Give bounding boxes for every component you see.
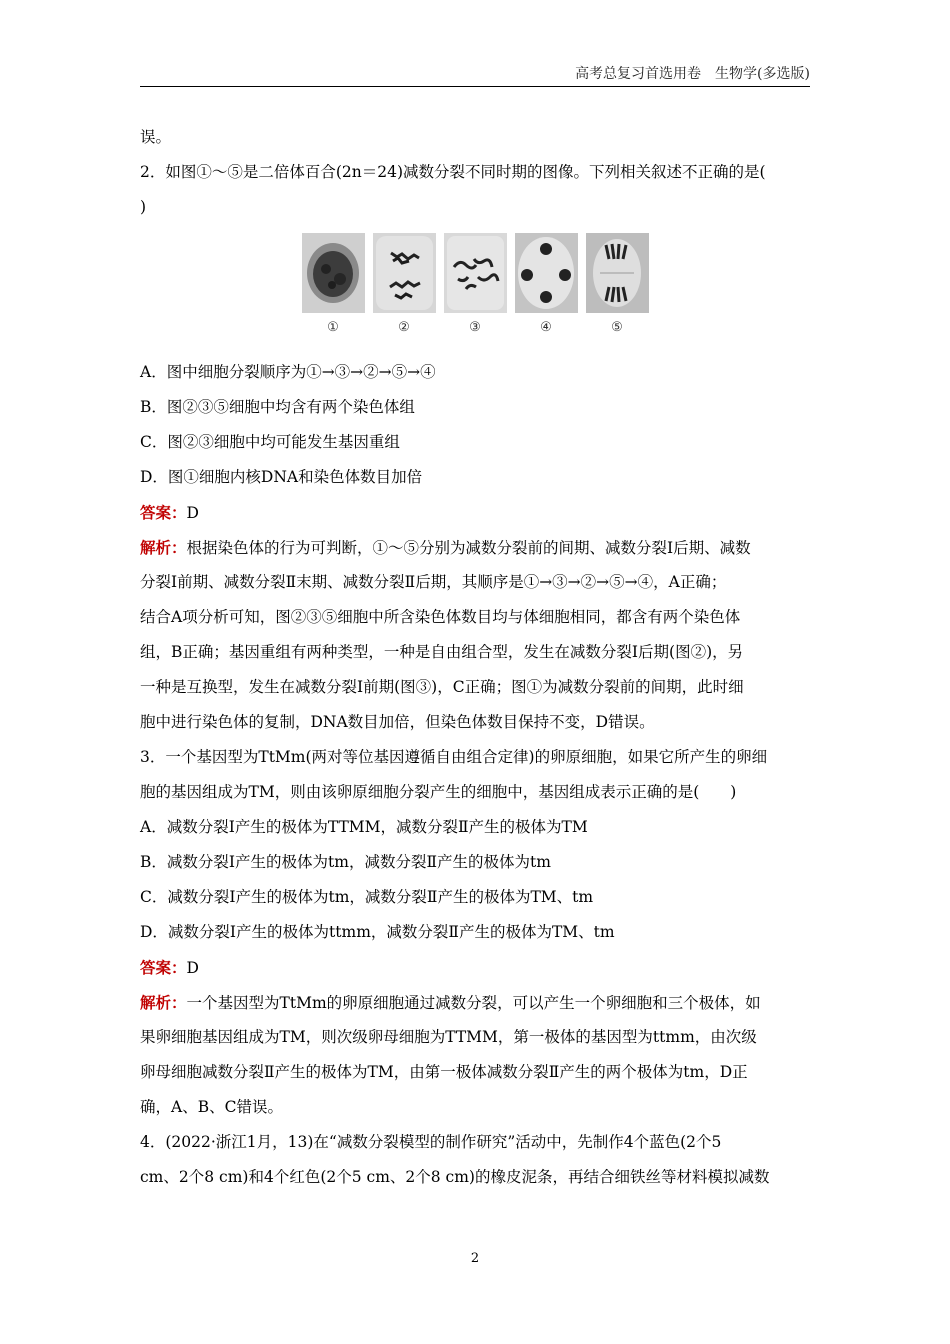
q2-stem-line-2: ) <box>140 198 147 216</box>
micrograph-2 <box>373 233 436 313</box>
q3-stem-line-2: 胞的基因组成为TM，则由该卵原细胞分裂产生的细胞中，基因组成表示正确的是( ) <box>140 783 737 801</box>
micrograph-4 <box>515 233 578 313</box>
figure-panel-5 <box>586 233 649 343</box>
figure-panel-3 <box>444 233 507 343</box>
micrograph-3 <box>444 233 507 313</box>
figure-label-3: ③ <box>469 320 481 335</box>
q2-option-c: C．图②③细胞中均可能发生基因重组 <box>140 433 400 451</box>
figure-label-5: ⑤ <box>611 320 623 335</box>
analysis-label: 解析： <box>140 993 187 1012</box>
q2-analysis-line-1 <box>140 530 810 565</box>
q2-analysis-line-3: 结合A项分析可知，图②③⑤细胞中所含染色体数目均与体细胞相同，都含有两个染色体 <box>140 608 741 626</box>
q3-stem-line-1: 3．一个基因型为TtMm(两对等位基因遵循自由组合定律)的卵原细胞，如果它所产生的卵细 <box>140 748 768 766</box>
figure-panel-2 <box>373 233 436 343</box>
q3-option-b: B．减数分裂Ⅰ产生的极体为tm，减数分裂Ⅱ产生的极体为tm <box>140 853 551 871</box>
q3-analysis-line-4: 确，A、B、C错误。 <box>140 1098 283 1116</box>
q3-option-c: C．减数分裂Ⅰ产生的极体为tm，减数分裂Ⅱ产生的极体为TM、tm <box>140 888 594 906</box>
answer-value: D <box>186 959 199 977</box>
analysis-text: 根据染色体的行为可判断，①～⑤分别为减数分裂前的间期、减数分裂Ⅰ后期、减数 <box>186 539 751 557</box>
q3-answer <box>140 950 810 985</box>
answer-value: D <box>186 504 199 522</box>
analysis-label: 解析： <box>140 538 187 557</box>
q3-analysis-line-1 <box>140 985 810 1020</box>
q2-analysis-line-4: 组，B正确；基因重组有两种类型，一种是自由组合型，发生在减数分裂Ⅰ后期(图②)，另 <box>140 643 744 661</box>
answer-label: 答案： <box>140 958 187 977</box>
figure-panel-1 <box>302 233 365 343</box>
q2-analysis-line-5: 一种是互换型，发生在减数分裂Ⅰ前期(图③)，C正确；图①为减数分裂前的间期，此时细 <box>140 678 744 696</box>
q3-analysis-line-2: 果卵细胞基因组成为TM，则次级卵母细胞为TTMM，第一极体的基因型为ttmm，由次级 <box>140 1028 757 1046</box>
q2-option-b: B．图②③⑤细胞中均含有两个染色体组 <box>140 398 415 416</box>
figure-label-1: ① <box>327 320 339 335</box>
meiosis-figure <box>140 233 810 343</box>
q2-stem-line-1: 2．如图①～⑤是二倍体百合(2n＝24)减数分裂不同时期的图像。下列相关叙述不正确的是( <box>140 163 766 181</box>
running-header: 高考总复习首选用卷 生物学(多选版) <box>575 66 810 82</box>
answer-label: 答案： <box>140 503 187 522</box>
q2-analysis-line-6: 胞中进行染色体的复制，DNA数目加倍，但染色体数目保持不变，D错误。 <box>140 713 655 731</box>
q4-stem-line-1: 4．(2022·浙江1月，13)在“减数分裂模型的制作研究”活动中，先制作4个蓝色(2个5 <box>140 1133 722 1151</box>
analysis-text: 一个基因型为TtMm的卵原细胞通过减数分裂，可以产生一个卵细胞和三个极体，如 <box>186 994 761 1012</box>
micrograph-1 <box>302 233 365 313</box>
q3-analysis-line-3: 卵母细胞减数分裂Ⅱ产生的极体为TM，由第一极体减数分裂Ⅱ产生的两个极体为tm，D正 <box>140 1063 748 1081</box>
header-rule <box>140 86 810 87</box>
figure-label-2: ② <box>398 320 410 335</box>
q4-stem-line-2: cm、2个8 cm)和4个红色(2个5 cm、2个8 cm)的橡皮泥条，再结合细铁丝等材料模拟减数 <box>140 1168 770 1186</box>
figure-panel-4 <box>515 233 578 343</box>
q3-option-a: A．减数分裂Ⅰ产生的极体为TTMM，减数分裂Ⅱ产生的极体为TM <box>140 818 588 836</box>
q1-tail: 误。 <box>140 128 172 146</box>
micrograph-5 <box>586 233 649 313</box>
q3-option-d: D．减数分裂Ⅰ产生的极体为ttmm，减数分裂Ⅱ产生的极体为TM、tm <box>140 923 615 941</box>
figure-label-4: ④ <box>540 320 552 335</box>
q2-option-a: A．图中细胞分裂顺序为①→③→②→⑤→④ <box>140 363 436 381</box>
q2-analysis-line-2: 分裂Ⅰ前期、减数分裂Ⅱ末期、减数分裂Ⅱ后期，其顺序是①→③→②→⑤→④，A正确； <box>140 573 727 591</box>
q2-answer <box>140 495 810 530</box>
q2-option-d: D．图①细胞内核DNA和染色体数目加倍 <box>140 468 423 486</box>
page-number: 2 <box>470 1251 480 1266</box>
page-content <box>140 120 810 1195</box>
